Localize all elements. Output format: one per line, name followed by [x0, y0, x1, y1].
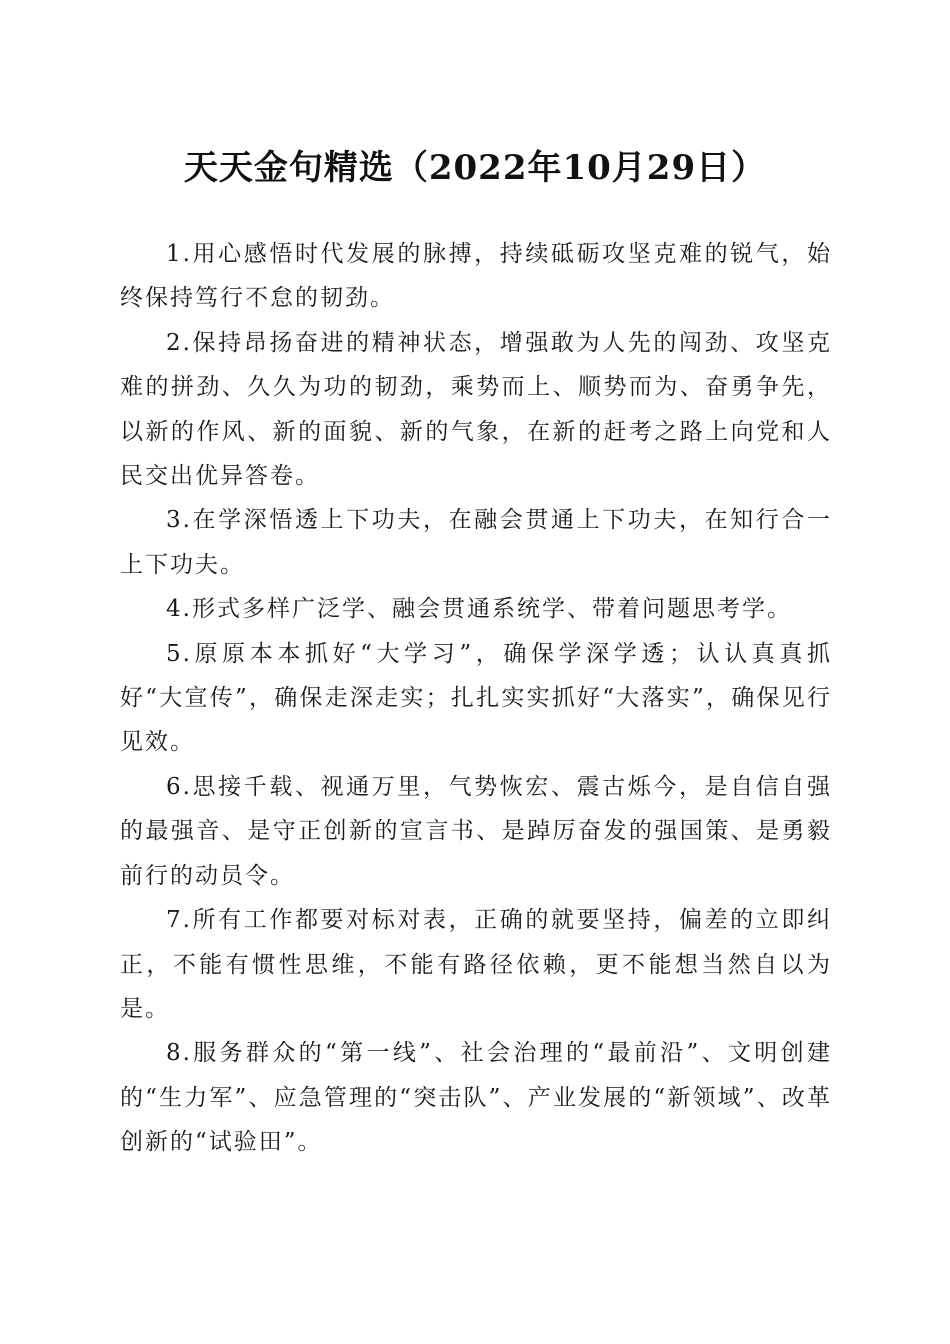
page-title: 天天金句精选（2022年10月29日）	[183, 148, 767, 188]
quote-item-4: 4.形式多样广泛学、融会贯通系统学、带着问题思考学。	[166, 596, 792, 623]
quote-item-6: 6.思接千载、视通万里，气势恢宏、震古烁今，是自信自强的最强音、是守正创新的宣言书、是踔厉奋发的强国策、是勇毅前行的动员令。	[120, 773, 832, 889]
quote-item-8: 8.服务群众的“第一线”、社会治理的“最前沿”、文明创建的“生力军”、应急管理的“突击队”、产业发展的“新领域”、改革创新的“试验田”。	[120, 1040, 832, 1156]
quote-item-7: 7.所有工作都要对标对表，正确的就要坚持，偏差的立即纠正，不能有惯性思维，不能有路径依赖，更不能想当然自以为是。	[120, 907, 832, 1022]
quote-item-1: 1.用心感悟时代发展的脉搏，持续砥砺攻坚克难的锐气，始终保持笃行不怠的韧劲。	[120, 241, 832, 312]
quote-item-5: 5.原原本本抓好“大学习”，确保学深学透；认认真真抓好“大宣传”，确保走深走实；扎扎实实抓好“大落实”，确保见行见效。	[120, 640, 832, 756]
quote-item-3: 3.在学深悟透上下功夫，在融会贯通上下功夫，在知行合一上下功夫。	[120, 507, 832, 578]
quote-item-2: 2.保持昂扬奋进的精神状态，增强敢为人先的闯劲、攻坚克难的拼劲、久久为功的韧劲，乘势而上、顺势而为、奋勇争先，以新的作风、新的面貌、新的气象，在新的赶考之路上向党和人民交出优异答卷。	[120, 329, 832, 490]
quote-list	[120, 232, 832, 1165]
